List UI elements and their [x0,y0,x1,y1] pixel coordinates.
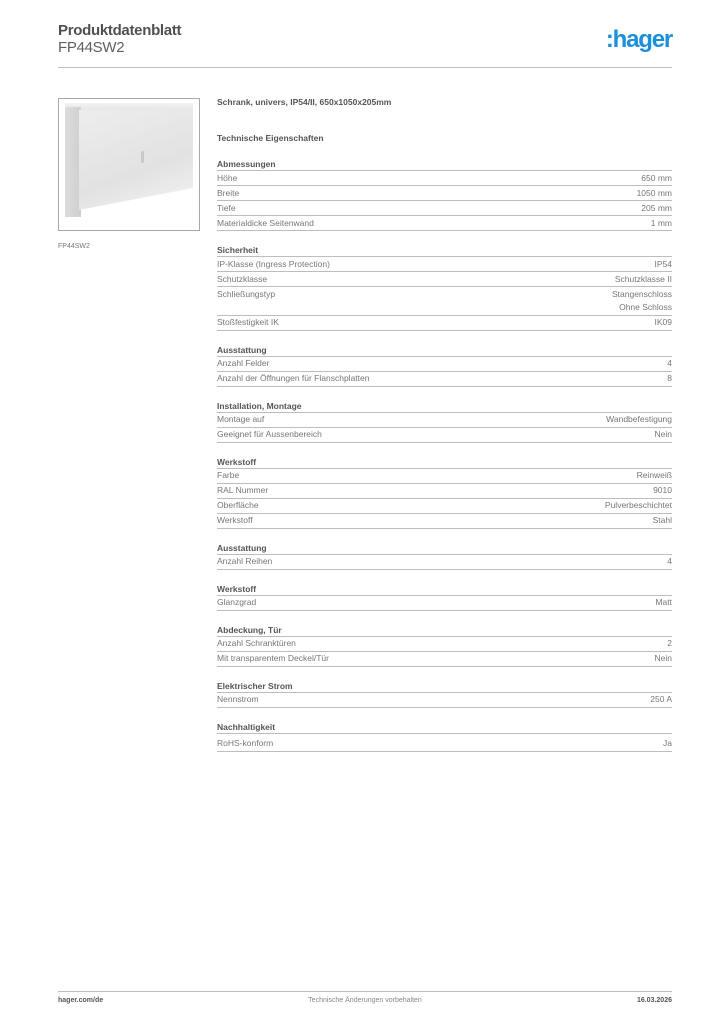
spec-row [217,287,672,316]
spec-label: Anzahl Reihen [217,556,273,566]
spec-label: Mit transparentem Deckel/Tür [217,653,329,663]
spec-label: Höhe [217,172,238,183]
spec-value [612,288,672,315]
spec-row [217,201,672,216]
footer-website-link[interactable]: hager.com/de [58,997,104,1004]
section-title: Sicherheit [217,244,672,257]
section-title: Installation, Montage [217,400,672,413]
section-nachhaltigkeit [217,721,672,752]
spec-row [217,514,672,529]
spec-label: Glanzgrad [217,597,257,607]
spec-value: 250 A [650,694,672,704]
spec-value: 2 [667,638,672,648]
spec-value: 1050 mm [636,187,672,198]
spec-row [217,413,672,428]
spec-row [217,596,672,611]
document-title: Produktdatenblatt [58,22,182,39]
spec-row [217,372,672,387]
section-installation [217,400,672,443]
spec-row [217,171,672,186]
spec-row [217,357,672,372]
section-title: Elektrischer Strom [217,680,672,693]
spec-value: 1 mm [650,217,672,228]
section-sicherheit [217,244,672,331]
spec-label: Stoßfestigkeit IK [217,317,279,327]
page-footer [58,997,672,1009]
section-title: Werkstoff [217,583,672,596]
spec-value-line: Stangenschloss [611,288,672,299]
section-ausstattung [217,344,672,387]
spec-label: IP-Klasse (Ingress Protection) [217,258,330,269]
spec-label: RAL Nummer [217,485,269,495]
section-werkstoff [217,456,672,529]
spec-row [217,216,672,231]
cabinet-handle-icon [141,151,144,163]
spec-label: Tiefe [217,202,236,213]
cabinet-side [65,107,81,217]
spec-row [217,469,672,484]
section-elektrischer-strom [217,680,672,708]
spec-value: Stahl [652,515,672,525]
spec-label: Oberfläche [217,500,259,510]
section-werkstoff-2 [217,583,672,611]
spec-label: RoHS-konform [217,738,274,748]
header-divider [58,67,672,68]
section-title: Nachhaltigkeit [217,721,672,734]
spec-label: Nennstrom [217,694,259,704]
spec-value: 9010 [653,485,672,495]
spec-value: Wandbefestigung [606,414,672,424]
cabinet-front [79,110,193,210]
spec-value: Schutzklasse II [614,273,672,284]
spec-label: Werkstoff [217,515,253,525]
spec-label: Schutzklasse [217,273,268,284]
tech-properties-heading: Technische Eigenschaften [217,133,324,143]
spec-value: Reinweiß [636,470,672,480]
spec-row [217,652,672,667]
spec-row [217,555,672,570]
product-image [58,98,200,231]
spec-value: Ja [663,738,672,748]
cabinet-top [65,103,193,111]
section-title: Werkstoff [217,456,672,469]
footer-notice: Technische Änderungen vorbehalten [308,997,422,1004]
spec-row [217,693,672,708]
spec-row [217,186,672,201]
section-title: Abdeckung, Tür [217,624,672,637]
spec-value: 8 [667,373,672,383]
section-abdeckung [217,624,672,667]
section-title: Abmessungen [217,158,672,171]
section-title: Ausstattung [217,542,672,555]
spec-value: Matt [655,597,672,607]
specifications [217,96,672,752]
spec-label: Geeignet für Aussenbereich [217,429,322,439]
spec-row [217,272,672,287]
spec-value: IP54 [654,258,672,269]
spec-label: Anzahl Schranktüren [217,638,296,648]
spec-label: Anzahl Felder [217,358,270,368]
spec-value: IK09 [654,317,672,327]
spec-row [217,484,672,499]
footer-date: 16.03.2026 [636,997,672,1004]
spec-row [217,499,672,514]
spec-row [217,316,672,331]
spec-row [217,637,672,652]
spec-label: Anzahl der Öffnungen für Flanschplatten [217,373,370,383]
spec-row [217,737,672,752]
section-title: Ausstattung [217,344,672,357]
hager-logo: :hager [605,26,672,53]
spec-row [217,428,672,443]
spec-value: 650 mm [641,172,672,183]
spec-row [217,257,672,272]
spec-label: Breite [217,187,240,198]
page-header [58,22,672,70]
spec-label: Farbe [217,470,240,480]
image-caption: FP44SW2 [58,243,90,250]
section-ausstattung-2 [217,542,672,570]
spec-value: Nein [654,429,672,439]
spec-value: 205 mm [641,202,672,213]
spec-value: 4 [667,556,672,566]
spec-value: Nein [654,653,672,663]
spec-value: 4 [667,358,672,368]
product-description: Schrank, univers, IP54/II, 650x1050x205mm [217,97,392,107]
footer-divider [58,991,672,992]
spec-label: Schließungstyp [217,288,276,299]
spec-value: Pulverbeschichtet [604,500,672,510]
spec-label: Montage auf [217,414,265,424]
product-code: FP44SW2 [58,39,125,56]
spec-label: Materialdicke Seitenwand [217,217,314,228]
spec-value-line: Ohne Schloss [619,302,672,312]
section-abmessungen [217,158,672,231]
